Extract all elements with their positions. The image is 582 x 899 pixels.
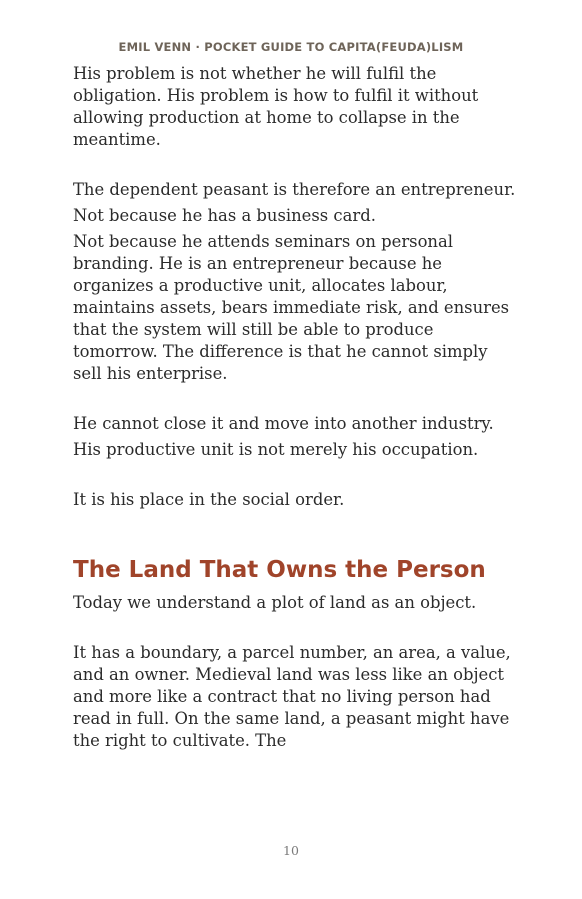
paragraph: His productive unit is not merely his occupation. xyxy=(73,440,479,459)
paragraph: Not because he attends seminars on personal branding. He is an entrepreneur because he organizes a productive unit, allocates labour, maintains assets, bears immediate risk, and ensures that the system will still be able to produce tomorrow. The difference is that he cannot simply sell his enterprise. xyxy=(73,232,510,383)
paragraph: He cannot close it and move into another industry. xyxy=(73,414,494,433)
body-text xyxy=(73,63,518,752)
paragraph: Today we understand a plot of land as an object. xyxy=(73,593,477,612)
paragraph: Not because he has a business card. xyxy=(73,206,376,225)
page-number: 10 xyxy=(283,843,299,858)
paragraph: The dependent peasant is therefore an entrepreneur. xyxy=(73,180,516,199)
paragraph: It is his place in the social order. xyxy=(73,490,345,509)
running-header: EMIL VENN · POCKET GUIDE TO CAPITA(FEUDA)LISM xyxy=(118,40,464,54)
chapter-heading: The Land That Owns the Person xyxy=(73,557,486,583)
paragraph: His problem is not whether he will fulfil the obligation. His problem is how to fulfil it without allowing production at home to collapse in the meantime. xyxy=(73,64,479,149)
paragraph: It has a boundary, a parcel number, an area, a value, and an owner. Medieval land was less like an object and more like a contract that no living person had read in full. On the same land, a peasant might have the right to cultivate. The xyxy=(73,643,511,750)
